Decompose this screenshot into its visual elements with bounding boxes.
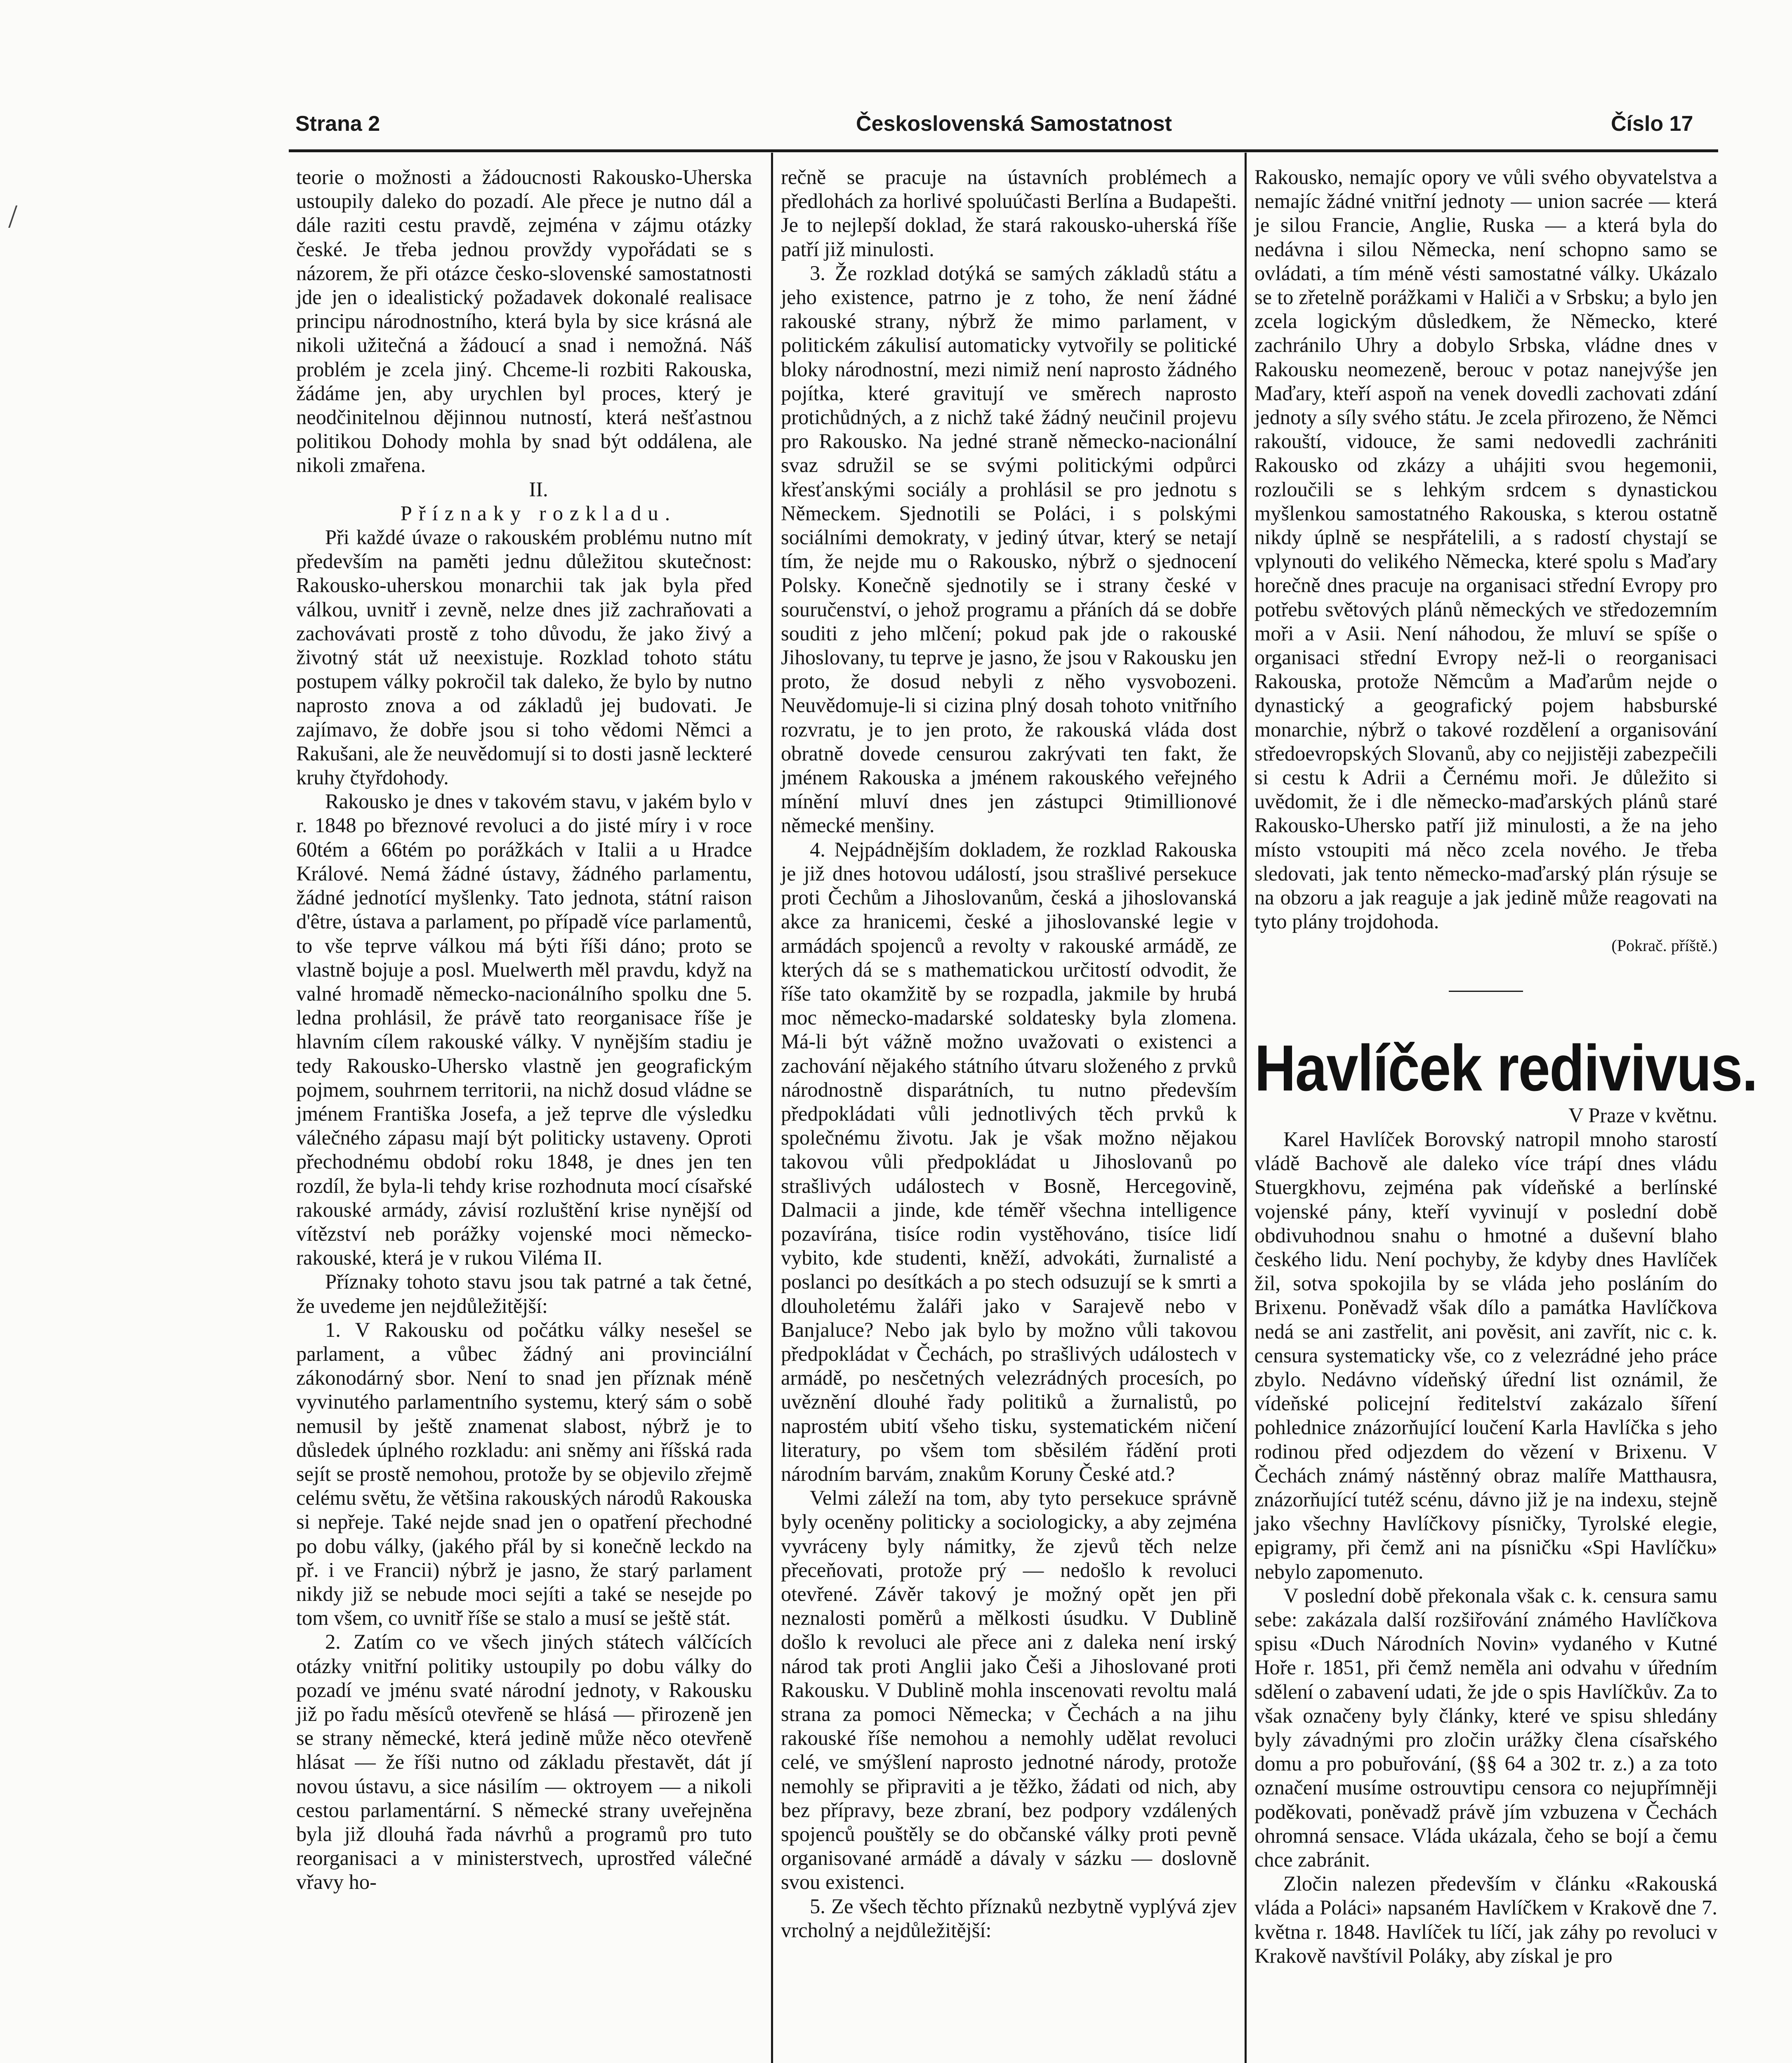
header-rule: [289, 149, 1718, 152]
column-3: [1254, 165, 1757, 1968]
continued-note: (Pokrač. příště.): [1611, 936, 1717, 955]
article-paragraph: Zločin nalezen především v článku «Rakouská vláda a Poláci» napsaném Havlíčkem v Krakově dne 7. května r. 1848. Havlíček tu líčí, jak záhy po revoluci v Krakově navštívil Poláky, aby získal je pro: [1254, 1872, 1717, 1967]
article-paragraph: Rakousko, nemajíc opory ve vůli svého obyvatelstva a nemajíc žádné vnitřní jednoty — union sacrée — která je silou Francie, Anglie, Ruska — a která byla do nedávna i silou Německa, není schopno samo se ovládati, a tím méně vésti samostatné války. Ukázalo se to zřetelně porážkami v Haliči a v Srbsku; a bylo jen zcela logickým důsledkem, že Německo, které zachránilo Uhry a dobylo Srbska, vládne dnes v Rakousku neomezeně, berouc v potaz nanejvýše jen Maďary, kteří aspoň na venek dovedli zachovati zdání jednoty a síly svého státu. Je zcela přirozeno, že Němci rakouští, vidouce, že sami nedovedli zachrániti Rakousko od zkázy a uhájiti svou hegemonii, rozloučili se s lehkým srdcem s dynastickou myšlenkou samostatného Rakouska, s kterou ostatně nikdy úplně se nespřátelili, a s radostí chystají se vplynouti do velikého Německa, které spolu s Maďary horečně dnes pracuje na organisaci střední Evropy pro potřebu světových plánů německých ve středozemním moři a v Asii. Není náhodou, že mluví se spíše o organisaci střední Evropy než-li o reorganisaci Rakouska, protože Němcům a Maďarům nejde o dynastický a geografický pojem habsburské monarchie, nýbrž o takové rozdělení a organisování středoevropských Slovanů, aby co nejjistěji zabezpečili si cestu k Adrii a Černému moři. Je důležito si uvědomit, že i dle německo-maďarských plánů staré Rakousko-Uhersko patří již minulosti, a že na jeho místo vstoupiti má něco zcela nového. Je třeba sledovati, jak tento německo-maďarský plán rýsuje se na obzoru a jak reaguje a jak jedině může reagovati na tyto plány trojdohoda.: [1254, 165, 1717, 933]
column-1: [296, 165, 752, 1894]
newspaper-title: Československá Samostatnost: [856, 112, 1172, 136]
article-paragraph: teorie o možnosti a žádoucnosti Rakousko-Uherska ustoupily daleko do pozadí. Ale přece je nutno dál a dále raziti cestu pravdě, zejména v zájmu otázky české. Je třeba jednou provždy vypořádati se s názorem, že při otázce česko-slovenské samostatnosti jde jen o idealistický požadavek dokonalé realisace principu národnostního, která byla by sice krásná ale nikoli užitečná a žádoucí a snad i nemožná. Náš problém je zcela jiný. Chceme-li rozbiti Rakouska, žádáme jen, aby urychlen byl proces, který je neodčinitelnou dějinnou nutností, která nešťastnou politikou Dohody mohla by snad být oddálena, ale nikoli zmařena.: [296, 165, 752, 477]
article-paragraph: rečně se pracuje na ústavních problémech a předlohách za horlivé spoluúčasti Berlína a Budapešti. Je to nejlepší doklad, že stará rakousko-uherská říše patří již minulosti.: [781, 165, 1237, 261]
section-title: Příznaky rozkladu.: [400, 501, 677, 525]
article-paragraph: 2. Zatím co ve všech jiných státech válčících otázky vnitřní politiky ustoupily po dobu války do pozadí ve jménu svaté národní jednoty, v Rakousku již po řadu měsíců otevřeně se hlásá — přirozeně jen se strany německé, která jedině může něco otevřeně hlásat — že říši nutno od základu přestavět, dát jí novou ústavu, a sice násilím — oktroyem — a nikoli cestou parlamentární. S německé strany uveřejněna byla již dlouhá řada návrhů a programů pro tuto reorganisaci a v ministerstvech, uprostřed válečné vřavy ho-: [296, 1630, 752, 1894]
article-paragraph: 4. Nejpádnějším dokladem, že rozklad Rakouska je již dnes hotovou událostí, jsou strašlivé persekuce proti Čechům a Jihoslovanům, česká a jihoslovanská akce za hranicemi, české a jihoslovanské legie v armádách spojenců a revolty v rakouské armádě, ze kterých dá se s mathematickou určitostí odvodit, že říše tato okamžitě by se rozpadla, jakmile by hrubá moc německo-madarské soldatesky byla zlomena. Má-li být vážně možno uvažovati o existenci a zachování nějakého státního útvaru složeného z prvků národnostně disparátních, tu nutno především předpokládati vůli jednotlivých těch prvků k společnému životu. Jak je však možno nějakou takovou vůli předpokládat u Jihoslovanů po strašlivých událostech v Bosně, Hercegovině, Dalmacii a jinde, kde téměř všechna intelligence pozavírána, tisíce rodin vystěhováno, tisíce lidí vybito, kde studenti, kněží, advokáti, žurnalisté a poslanci po desítkách a po stech odsuzují se k smrti a dlouholetému žaláři jako v Sarajevě nebo v Banjaluce? Nebo jak bylo by možno vůli takovou předpokládat v Čechách, po strašlivých událostech v armádě, po nesčetných velezrádných procesích, po uvěznění dlouhé řady politiků a žurnalistů, po naprostém ubití všeho tisku, systematickém ničení literatury, po všem tom sběsilém řádění proti národním barvám, znakům Koruny České atd.?: [781, 838, 1237, 1485]
article-separator: [1449, 991, 1523, 992]
section-number: II.: [529, 477, 548, 501]
article-paragraph: 1. V Rakousku od počátku války nesešel se parlament, a vůbec žádný ani provinciální zákonodárný sbor. Není to snad jen příznak méně vyvinutého parlamentního systemu, který sám o sobě nemusil by ještě znamenat slabost, nýbrž je to důsledek úplného rozkladu: ani sněmy ani říšská rada sejít se prostě nemohou, protože by se objevilo zřejmě celému světu, že většina rakouských národů Rakouska si nepřeje. Také nejde snad jen o opatření přechodné po dobu války, (jakého přál by si konečně leckdo na př. i ve Francii) nýbrž je jasno, že starý parlament nikdy již se nebude moci sejíti a také se nesejde po tom všem, co uvnitř říše se stalo a musí se ještě stát.: [296, 1318, 752, 1630]
page-number: Strana 2: [295, 112, 380, 136]
article-paragraph: 5. Ze všech těchto příznaků nezbytně vyplývá zjev vrcholný a nejdůležitější:: [781, 1894, 1237, 1942]
article-headline: Havlíček redivivus.: [1254, 1032, 1757, 1105]
article-paragraph: Velmi záleží na tom, aby tyto persekuce správně byly oceněny politicky a sociologicky, a aby zejména vyvráceny byly námitky, že zjevů těch nelze přeceňovati, protože prý — nedošlo k revoluci otevřené. Závěr takový je možný opět jen při neznalosti poměrů a mělkosti úsudku. V Dublině došlo k revoluci ale přece ani z daleka není irský národ tak proti Anglii jako Češi a Jihoslované proti Rakousku. V Dublině mohla inscenovati revoltu malá strana za pomoci Německa; v Čechách a na jihu rakouské říše nemohou a nemohly udělat revoluci celé, ve smýšlení naprosto jednotné národy, protože nemohly se připraviti a je těžko, žádati od nich, aby bez přípravy, beze zbraní, bez podpory vzdálených spojenců pouštěly se do občanské války proti pevně organisované armádě a dávaly v sázku — doslovně svou existenci.: [781, 1486, 1237, 1894]
margin-mark: /: [8, 198, 18, 235]
issue-number: Číslo 17: [1611, 112, 1693, 136]
article-paragraph: Příznaky tohoto stavu jsou tak patrné a tak četné, že uvedeme jen nejdůležitější:: [296, 1270, 752, 1317]
dateline: V Praze v květnu.: [1568, 1103, 1717, 1127]
article-paragraph: Rakousko je dnes v takovém stavu, v jakém bylo v r. 1848 po březnové revoluci a do jisté míry i v roce 60tém a 66tém po porážkách v Italii a u Hradce Králové. Nemá žádné ústavy, žádného parlamentu, žádné jednotící myšlenky. Tato jednota, státní raison d'être, ústava a parlament, po případě více parlamentů, to vše teprve válkou má býti říši dáno; proto se vlastně bojuje a posl. Muelwerth měl pravdu, když na valné hromadě německo-nacionálního spolku dne 5. ledna prohlásil, že právě tato reorganisace říše je hlavním cílem rakouské války. V nynějším stadiu je tedy Rakousko-Uhersko vlastně jen geografickým pojmem, souhrnem territorii, na nichž dosud vládne se jménem Františka Josefa, a jež teprve dle výsledku válečného zápasu mají být politicky ustaveny. Oproti přechodnému období roku 1848, je dnes jen ten rozdíl, že byla-li tehdy krise rozhodnuta mocí císařské rakouské armády, závisí rozluštění krise nynější od vítězství neb porážky vojenské moci německo-rakouské, která je v rukou Viléma II.: [296, 790, 752, 1270]
article-paragraph: Při každé úvaze o rakouském problému nutno mít především na paměti jednu důležitou skutečnost: Rakousko-uherskou monarchii tak jak byla před válkou, uvnitř i zevně, nelze dnes již zachraňovati a zachovávati prostě z toho důvodu, že jako živý a životný stát už neexistuje. Rozklad tohoto státu postupem války pokročil tak daleko, že bylo by nutno naprosto znova a od základů jej budovati. Je zajímavo, že dobře jsou si toho vědomi Němci a Rakušani, ale že neuvědomují si to dosti jasně leckteré kruhy čtyřdohody.: [296, 526, 752, 789]
column-2: [781, 165, 1237, 1942]
column-divider-1: [771, 153, 773, 2063]
article-paragraph: V poslední době překonala však c. k. censura samu sebe: zakázala další rozšiřování známého Havlíčkova spisu «Duch Národních Novin» vydaného v Kutné Hoře r. 1851, při čemž neměla ani odvahu v úředním sdělení o zabavení udati, že jde o spis Havlíčkův. Za to však označeny byly články, které ve spisu shledány byly závadnými pro zločin urážky člena císařského domu a pro pobuřování, (§§ 64 a 302 tr. z.) a za toto označení musíme ostrouvtipu censora co nejupřímněji poděkovati, poněvadž právě jím vzbuzena v Čechách ohromná sensace. Vláda ukázala, čeho se bojí a čemu chce zabránit.: [1254, 1584, 1717, 1871]
column-divider-2: [1245, 153, 1247, 2063]
article-paragraph: 3. Že rozklad dotýká se samých základů státu a jeho existence, patrno je z toho, že není žádné rakouské strany, nýbrž že mimo parlament, v politickém zákulisí automaticky vytvořily se politické bloky národnostní, mezi nimiž není naprosto žádného pojítka, které gravitují ve směrech naprosto protichůdných, a z nichž také žádný neučinil projevu pro Rakousko. Na jedné straně německo-nacionální svaz sdružil se se svými politickými odpůrci křesťanskými sociály a prohlásil se pro jednotu s Německem. Sjednotili se Poláci, i s polskými sociálními demokraty, v jediný útvar, který se netají tím, že nejde mu o Rakousko, nýbrž o sjednocení Polsky. Konečně sjednotily se i strany české v souručenství, o jehož programu a přáních dá se dobře souditi z jeho mlčení; pokud pak jde o rakouské Jihoslovany, tu teprve je jasno, že jsou v Rakousku jen proto, že dosud nebyli z něho vysvobozeni. Neuvědomuje-li si cizina plný dosah tohoto vnitřního rozvratu, je to jen proto, že rakouská vláda dost obratně dovede censurou zakrývati ten fakt, že jménem Rakouska a jménem rakouského veřejného mínění mluví dnes jen zástupci 9timillionové německé menšiny.: [781, 261, 1237, 837]
article-paragraph: Karel Havlíček Borovský natropil mnoho starostí vládě Bachově ale daleko více trápí dnes vládu Stuergkhovu, zejména pak vídeňské a berlínské vojenské pány, kteří vyvinují v poslední době obdivuhodnou snahu o hmotné a duševní blaho českého lidu. Není pochyby, že kdyby dnes Havlíček žil, sotva spokojila by se vláda jeho posláním do Brixenu. Poněvadž však dílo a památka Havlíčkova nedá se ani zastřelit, ani pověsit, ani zavřít, nic c. k. censura systematicky vše, co z velezrádné jeho práce zbylo. Nedávno vídeňský úřední list oznámil, že vídeňské policejní ředitelství zakázalo šíření pohlednice znázorňující loučení Karla Havlíčka s jeho rodinou před odjezdem do vězení v Brixenu. V Čechách známý nástěnný obraz malíře Matthausra, znázorňující tutéž scénu, dávno již je na indexu, stejně jako všechny Havlíčkovy písničky, Tyrolské elegie, epigramy, při čemž ani na písničku «Spi Havlíčku» nebylo zapomenuto.: [1254, 1127, 1717, 1583]
